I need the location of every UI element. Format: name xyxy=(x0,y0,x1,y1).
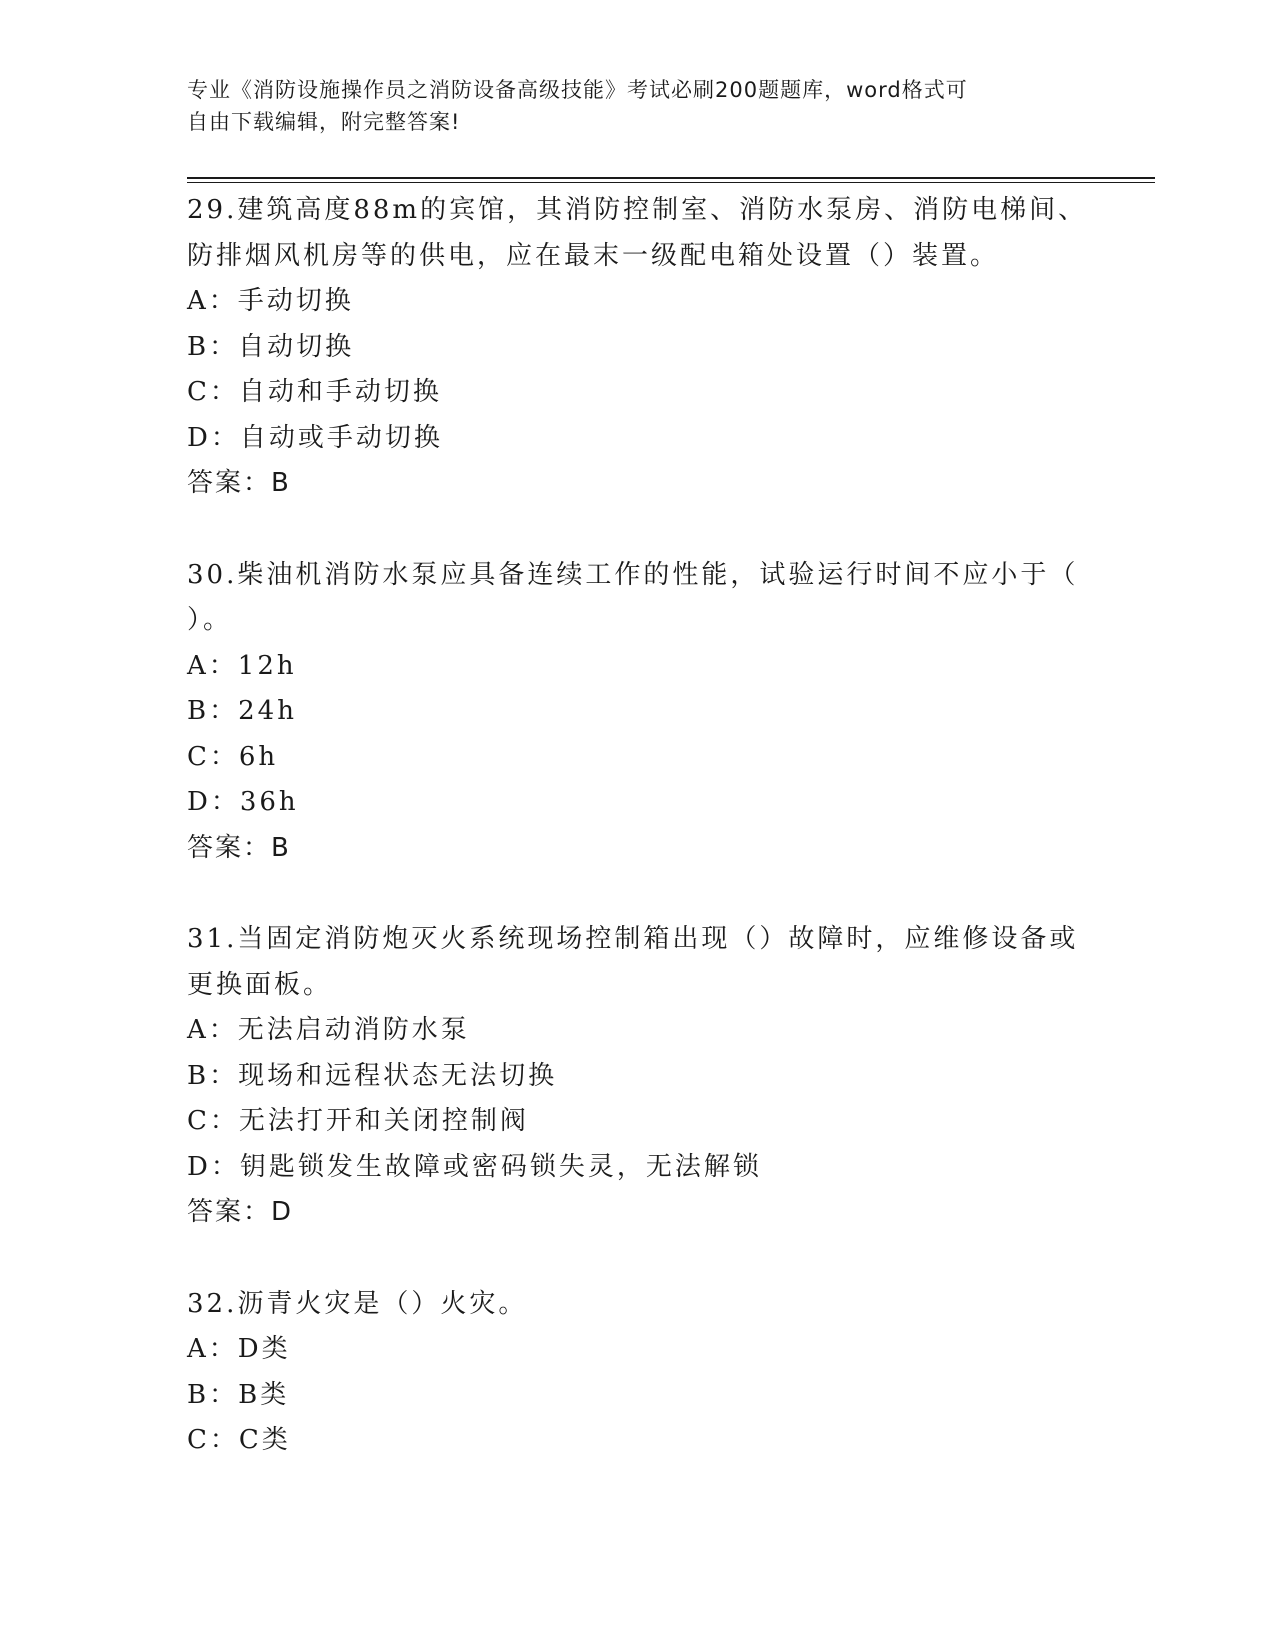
header-line-2: 自由下载编辑，附完整答案! xyxy=(187,110,461,134)
option-b: B：现场和远程状态无法切换 xyxy=(187,1060,558,1091)
question-block xyxy=(187,1282,1087,1464)
question-stem-line: ）。 xyxy=(187,605,233,635)
question-spacer xyxy=(187,1236,1087,1282)
option-c: C：6h xyxy=(187,741,279,772)
question-stem-line: 30.柴油机消防水泵应具备连续工作的性能，试验运行时间不应小于（ xyxy=(187,559,1079,590)
option-b: B：B类 xyxy=(187,1379,290,1410)
question-list xyxy=(187,188,1087,1464)
question-stem-line: 更换面板。 xyxy=(187,969,333,1000)
question-stem-line: 防排烟风机房等的供电，应在最末一级配电箱处设置（）装置。 xyxy=(187,240,1000,271)
option-d: D：36h xyxy=(187,787,299,817)
option-c: C：自动和手动切换 xyxy=(187,377,442,407)
answer-line: 答案：B xyxy=(187,468,291,498)
option-d: D：钥匙锁发生故障或密码锁失灵，无法解锁 xyxy=(187,1151,762,1182)
question-stem-line: 32.沥青火灾是（）火灾。 xyxy=(187,1288,528,1319)
question-block xyxy=(187,553,1087,872)
header-divider-thin xyxy=(187,182,1155,183)
option-b: B：自动切换 xyxy=(187,331,355,362)
option-a: A：无法启动消防水泵 xyxy=(187,1015,470,1045)
option-a: A：12h xyxy=(187,650,297,681)
question-stem-line: 29.建筑高度88m的宾馆，其消防控制室、消防水泵房、消防电梯间、 xyxy=(187,195,1088,225)
option-c: C：无法打开和关闭控制阀 xyxy=(187,1106,529,1136)
option-c: C：C类 xyxy=(187,1425,291,1455)
header-line-1: 专业《消防设施操作员之消防设备高级技能》考试必刷200题题库，word格式可 xyxy=(187,78,968,102)
question-block xyxy=(187,917,1087,1236)
header-divider-thick xyxy=(187,177,1155,179)
option-a: A：手动切换 xyxy=(187,286,354,316)
option-a: A：D类 xyxy=(187,1334,291,1364)
question-spacer xyxy=(187,507,1087,553)
answer-line: 答案：D xyxy=(187,1197,294,1227)
answer-line: 答案：B xyxy=(187,832,291,863)
question-block xyxy=(187,188,1087,507)
option-d: D：自动或手动切换 xyxy=(187,422,443,453)
document-header xyxy=(187,74,1087,138)
question-spacer xyxy=(187,871,1087,917)
option-b: B：24h xyxy=(187,696,297,726)
question-stem-line: 31.当固定消防炮灭火系统现场控制箱出现（）故障时，应维修设备或 xyxy=(187,924,1079,954)
